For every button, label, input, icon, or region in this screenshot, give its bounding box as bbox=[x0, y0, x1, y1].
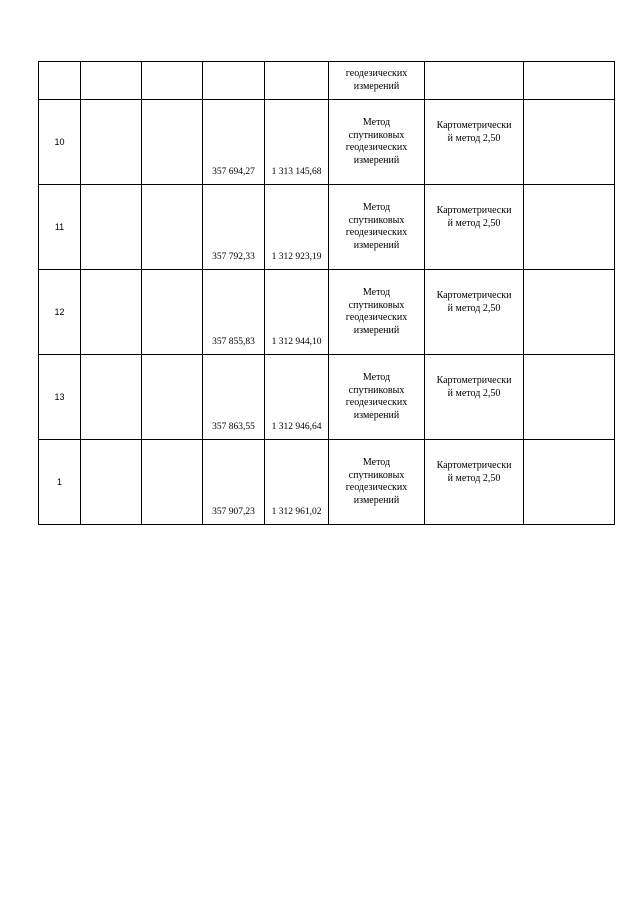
empty-cell bbox=[81, 440, 142, 525]
x-coordinate-cell: 357 855,83 bbox=[203, 270, 265, 355]
accuracy-text-line: й метод 2,50 bbox=[447, 472, 501, 484]
x-coordinate-cell: 357 863,55 bbox=[203, 355, 265, 440]
method-text-line: Метод bbox=[362, 202, 391, 213]
empty-cell bbox=[142, 355, 203, 440]
empty-cell bbox=[524, 185, 615, 270]
x-coordinate-cell: 357 907,23 bbox=[203, 440, 265, 525]
empty-cell bbox=[142, 100, 203, 185]
method-text-line: измерений bbox=[353, 409, 400, 421]
empty-cell bbox=[81, 185, 142, 270]
empty-cell bbox=[81, 270, 142, 355]
empty-cell bbox=[142, 440, 203, 525]
empty-cell bbox=[81, 355, 142, 440]
accuracy-method-cell bbox=[425, 100, 524, 185]
accuracy-text-line: й метод 2,50 bbox=[447, 132, 501, 144]
point-number-cell: 13 bbox=[39, 355, 81, 440]
method-text-line: Метод bbox=[362, 457, 391, 468]
method-text-line: геодезических bbox=[345, 142, 408, 153]
method-text-line: измерений bbox=[353, 239, 400, 251]
x-coordinate-cell: 357 694,27 bbox=[203, 100, 265, 185]
point-number-cell: 11 bbox=[39, 185, 81, 270]
table-row bbox=[39, 270, 615, 355]
accuracy-method-cell bbox=[425, 185, 524, 270]
empty-cell bbox=[524, 440, 615, 525]
method-text-line: геодезических bbox=[345, 312, 408, 323]
coordinates-table bbox=[38, 61, 615, 525]
empty-cell bbox=[524, 62, 615, 100]
y-coordinate-cell bbox=[265, 62, 329, 100]
method-text-line: измерений bbox=[353, 154, 400, 166]
method-text-line: измерений bbox=[353, 324, 400, 336]
method-text-line: Метод bbox=[362, 287, 391, 298]
point-number-cell: 10 bbox=[39, 100, 81, 185]
method-text-line: спутниковых bbox=[348, 214, 405, 226]
accuracy-method-cell bbox=[425, 62, 524, 100]
empty-cell bbox=[81, 62, 142, 100]
accuracy-text-line: Картометрически bbox=[436, 460, 512, 471]
method-cell bbox=[329, 185, 425, 270]
method-text-line: геодезических bbox=[345, 227, 408, 238]
accuracy-method-cell bbox=[425, 270, 524, 355]
method-text-line: измерений bbox=[353, 494, 400, 506]
method-text-line: спутниковых bbox=[348, 129, 405, 141]
method-cell bbox=[329, 62, 425, 100]
point-number-cell bbox=[39, 62, 81, 100]
method-text-line: Метод bbox=[362, 372, 391, 383]
accuracy-text-line: й метод 2,50 bbox=[447, 387, 501, 399]
y-coordinate-cell: 1 313 145,68 bbox=[265, 100, 329, 185]
empty-cell bbox=[524, 355, 615, 440]
table-row bbox=[39, 185, 615, 270]
method-text-line: спутниковых bbox=[348, 384, 405, 396]
empty-cell bbox=[524, 270, 615, 355]
empty-cell bbox=[524, 100, 615, 185]
y-coordinate-cell: 1 312 923,19 bbox=[265, 185, 329, 270]
point-number-cell: 12 bbox=[39, 270, 81, 355]
table-row bbox=[39, 100, 615, 185]
y-coordinate-cell: 1 312 961,02 bbox=[265, 440, 329, 525]
table-row bbox=[39, 440, 615, 525]
method-cell bbox=[329, 355, 425, 440]
empty-cell bbox=[142, 185, 203, 270]
x-coordinate-cell: 357 792,33 bbox=[203, 185, 265, 270]
empty-cell bbox=[142, 270, 203, 355]
point-number-cell: 1 bbox=[39, 440, 81, 525]
empty-cell bbox=[81, 100, 142, 185]
method-cell bbox=[329, 100, 425, 185]
accuracy-text-line: Картометрически bbox=[436, 375, 512, 386]
accuracy-method-cell bbox=[425, 440, 524, 525]
accuracy-text-line: й метод 2,50 bbox=[447, 302, 501, 314]
method-cell bbox=[329, 440, 425, 525]
y-coordinate-cell: 1 312 944,10 bbox=[265, 270, 329, 355]
accuracy-text-line: Картометрически bbox=[436, 205, 512, 216]
y-coordinate-cell: 1 312 946,64 bbox=[265, 355, 329, 440]
method-text-line: геодезических bbox=[345, 482, 408, 493]
method-text-line: геодезических bbox=[345, 397, 408, 408]
method-text-line: Метод bbox=[362, 117, 391, 128]
accuracy-method-cell bbox=[425, 355, 524, 440]
accuracy-text-line: Картометрически bbox=[436, 120, 512, 131]
method-text: геодезических измерений bbox=[345, 68, 408, 92]
method-text-line: спутниковых bbox=[348, 299, 405, 311]
method-text-line: спутниковых bbox=[348, 469, 405, 481]
table-row bbox=[39, 62, 615, 100]
accuracy-text-line: й метод 2,50 bbox=[447, 217, 501, 229]
method-cell bbox=[329, 270, 425, 355]
table-row bbox=[39, 355, 615, 440]
accuracy-text-line: Картометрически bbox=[436, 290, 512, 301]
x-coordinate-cell bbox=[203, 62, 265, 100]
empty-cell bbox=[142, 62, 203, 100]
